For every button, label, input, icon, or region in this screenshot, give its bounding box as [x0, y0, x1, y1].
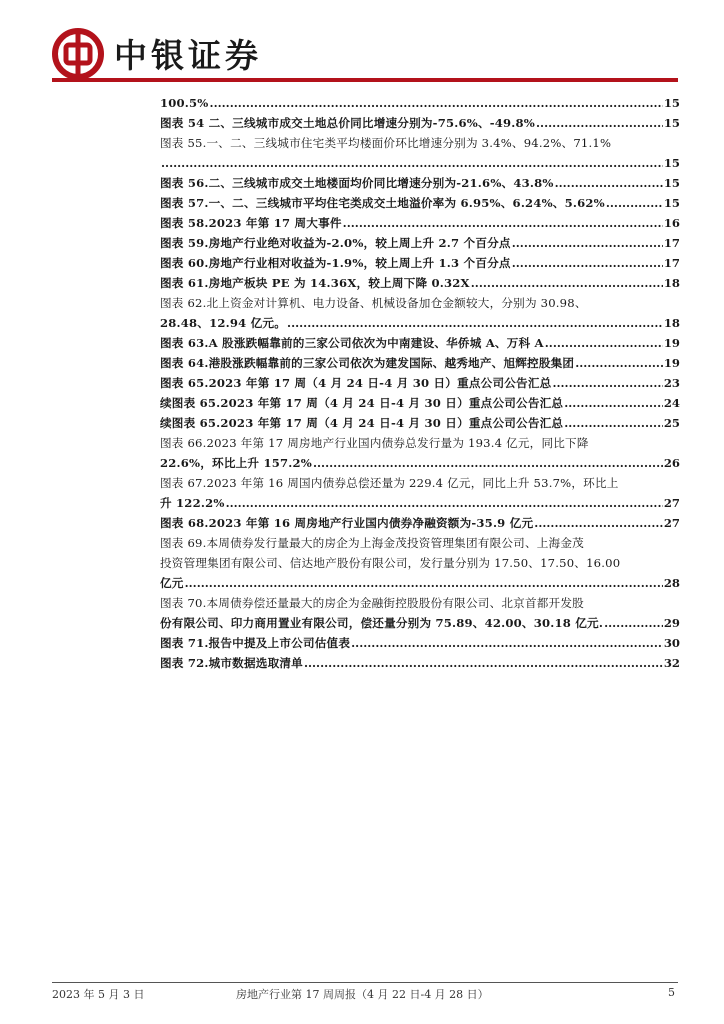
toc-entry-leader-line — [160, 573, 680, 593]
toc-entry-leader-line — [160, 253, 680, 273]
toc-page-number: 27 — [663, 516, 680, 530]
toc-entry[interactable] — [160, 353, 680, 373]
bank-of-china-logo-icon — [52, 28, 104, 80]
toc-entry[interactable] — [160, 233, 680, 253]
toc-entry-leader-line — [160, 653, 680, 673]
toc-entry-text-line: 图表 55.一、二、三线城市住宅类平均楼面价环比增速分别为 3.4%、94.2%、71.1% — [160, 136, 612, 150]
figure-table-of-contents — [160, 93, 680, 673]
toc-entry-title: 图表 57.一、二、三线城市平均住宅类成交土地溢价率为 6.95%、6.24%、5.62% — [160, 196, 605, 210]
toc-entry-leader-line — [160, 513, 680, 533]
toc-entry[interactable] — [160, 633, 680, 653]
toc-entry[interactable] — [160, 393, 680, 413]
toc-entry[interactable] — [160, 373, 680, 393]
toc-page-number: 23 — [663, 376, 680, 390]
header-divider — [52, 78, 678, 82]
toc-entry-leader-line — [160, 313, 680, 333]
toc-entry[interactable] — [160, 293, 680, 333]
toc-entry-title: 100.5% — [160, 96, 209, 110]
toc-entry-text-line: 图表 69.本周债券发行量最大的房企为上海金茂投资管理集团有限公司、上海金茂 — [160, 536, 584, 550]
toc-entry-leader-line — [160, 393, 680, 413]
toc-entry-title: 图表 64.港股涨跌幅靠前的三家公司依次为建发国际、越秀地产、旭辉控股集团 — [160, 356, 575, 370]
footer-page-number: 5 — [668, 986, 675, 999]
toc-page-number: 30 — [663, 636, 680, 650]
dot-leader — [471, 273, 663, 293]
dot-leader — [512, 253, 663, 273]
toc-page-number: 16 — [663, 216, 680, 230]
toc-entry-leader-line — [160, 453, 680, 473]
dot-leader — [575, 353, 663, 373]
toc-entry-title: 28.48、12.94 亿元。 — [160, 316, 287, 330]
toc-page-number: 15 — [663, 116, 680, 130]
toc-entry-title: 图表 63.A 股涨跌幅靠前的三家公司依次为中南建设、华侨城 A、万科 A — [160, 336, 544, 350]
toc-page-number: 18 — [663, 316, 680, 330]
toc-entry-title: 图表 65.2023 年第 17 周（4 月 24 日-4 月 30 日）重点公司公告汇总 — [160, 376, 552, 390]
dot-leader — [226, 493, 663, 513]
toc-entry[interactable] — [160, 533, 680, 593]
toc-entry[interactable] — [160, 173, 680, 193]
footer-report-title: 房地产行业第 17 周周报（4 月 22 日-4 月 28 日） — [236, 988, 489, 1001]
dot-leader — [604, 613, 663, 633]
toc-entry-leader-line — [160, 93, 680, 113]
toc-entry[interactable] — [160, 93, 680, 113]
dot-leader — [552, 373, 662, 393]
footer-divider — [52, 982, 678, 983]
toc-entry-leader-line — [160, 353, 680, 373]
toc-entry-leader-line — [160, 193, 680, 213]
dot-leader — [536, 113, 663, 133]
toc-entry-leader-line — [160, 153, 680, 173]
toc-entry-text-line: 图表 62.北上资金对计算机、电力设备、机械设备加仓金额较大，分别为 30.98、 — [160, 296, 587, 310]
dot-leader — [545, 333, 663, 353]
dot-leader — [512, 233, 663, 253]
dot-leader — [287, 313, 663, 333]
toc-entry-leader-line — [160, 413, 680, 433]
toc-entry[interactable] — [160, 193, 680, 213]
toc-entry-text-line: 投资管理集团有限公司、信达地产股份有限公司，发行量分别为 17.50、17.50、16.00 — [160, 556, 621, 570]
dot-leader — [210, 93, 663, 113]
toc-entry-title: 图表 71.报告中提及上市公司估值表 — [160, 636, 351, 650]
dot-leader — [351, 633, 663, 653]
toc-entry[interactable] — [160, 593, 680, 633]
toc-page-number: 19 — [663, 336, 680, 350]
toc-entry-leader-line — [160, 493, 680, 513]
brand-name: 中银证券 — [114, 36, 262, 75]
toc-entry[interactable] — [160, 213, 680, 233]
toc-entry[interactable] — [160, 473, 680, 513]
toc-page-number: 15 — [663, 156, 680, 170]
toc-page-number: 19 — [663, 356, 680, 370]
toc-entry-title: 图表 68.2023 年第 16 周房地产行业国内债券净融资额为-35.9 亿元 — [160, 516, 534, 530]
toc-entry-leader-line — [160, 613, 680, 633]
toc-entry[interactable] — [160, 433, 680, 473]
dot-leader — [534, 513, 663, 533]
toc-entry[interactable] — [160, 333, 680, 353]
toc-page-number: 17 — [663, 256, 680, 270]
toc-entry[interactable] — [160, 653, 680, 673]
toc-page-number: 32 — [663, 656, 680, 670]
toc-entry-title: 图表 56.二、三线城市成交土地楼面均价同比增速分别为-21.6%、43.8% — [160, 176, 554, 190]
toc-entry-leader-line — [160, 633, 680, 653]
toc-page-number: 15 — [663, 196, 680, 210]
toc-entry[interactable] — [160, 513, 680, 533]
toc-entry[interactable] — [160, 413, 680, 433]
toc-entry-title: 续图表 65.2023 年第 17 周（4 月 24 日-4 月 30 日）重点公司公告汇总 — [160, 416, 564, 430]
toc-entry[interactable] — [160, 273, 680, 293]
toc-entry-text-line: 图表 70.本周债券偿还量最大的房企为金融街控股股份有限公司、北京首都开发股 — [160, 596, 584, 610]
toc-entry-title: 22.6%，环比上升 157.2% — [160, 456, 312, 470]
toc-page-number: 15 — [663, 96, 680, 110]
toc-page-number: 27 — [663, 496, 680, 510]
toc-page-number: 26 — [663, 456, 680, 470]
dot-leader — [304, 653, 663, 673]
page-header — [0, 0, 724, 90]
toc-entry-title: 亿元 — [160, 576, 184, 590]
toc-page-number: 17 — [663, 236, 680, 250]
toc-entry-text-line: 图表 67.2023 年第 16 周国内债券总偿还量为 229.4 亿元，同比上升 53.7%，环比上 — [160, 476, 619, 490]
toc-page-number: 18 — [663, 276, 680, 290]
dot-leader — [564, 413, 663, 433]
toc-entry-leader-line — [160, 373, 680, 393]
toc-entry-leader-line — [160, 273, 680, 293]
dot-leader — [185, 573, 663, 593]
toc-page-number: 24 — [663, 396, 680, 410]
toc-entry-leader-line — [160, 213, 680, 233]
toc-entry-title: 图表 54 二、三线城市成交土地总价同比增速分别为-75.6%、-49.8% — [160, 116, 536, 130]
toc-entry-title: 份有限公司、印力商用置业有限公司，偿还量分别为 75.89、42.00、30.18 亿元. — [160, 616, 604, 630]
toc-entry-text-line: 图表 66.2023 年第 17 周房地产行业国内债券总发行量为 193.4 亿元，同比下降 — [160, 436, 589, 450]
toc-entry-title: 续图表 65.2023 年第 17 周（4 月 24 日-4 月 30 日）重点公司公告汇总 — [160, 396, 564, 410]
toc-page-number: 25 — [663, 416, 680, 430]
toc-entry-title: 升 122.2% — [160, 496, 225, 510]
toc-entry[interactable] — [160, 133, 680, 173]
toc-entry[interactable] — [160, 113, 680, 133]
toc-entry-title: 图表 72.城市数据选取清单 — [160, 656, 303, 670]
toc-entry-leader-line — [160, 173, 680, 193]
toc-entry-title: 图表 61.房地产板块 PE 为 14.36X，较上周下降 0.32X — [160, 276, 470, 290]
toc-entry-leader-line — [160, 333, 680, 353]
dot-leader — [161, 153, 663, 173]
toc-entry-title: 图表 58.2023 年第 17 周大事件 — [160, 216, 342, 230]
toc-entry-leader-line — [160, 233, 680, 253]
dot-leader — [555, 173, 663, 193]
dot-leader — [313, 453, 663, 473]
toc-entry[interactable] — [160, 253, 680, 273]
dot-leader — [564, 393, 663, 413]
toc-entry-leader-line — [160, 113, 680, 133]
toc-page-number: 15 — [663, 176, 680, 190]
dot-leader — [343, 213, 663, 233]
toc-page-number: 28 — [663, 576, 680, 590]
toc-entry-title: 图表 59.房地产行业绝对收益为-2.0%，较上周上升 2.7 个百分点 — [160, 236, 511, 250]
toc-page-number: 29 — [663, 616, 680, 630]
dot-leader — [606, 193, 663, 213]
footer-date: 2023 年 5 月 3 日 — [52, 988, 145, 1001]
toc-entry-title: 图表 60.房地产行业相对收益为-1.9%，较上周上升 1.3 个百分点 — [160, 256, 511, 270]
